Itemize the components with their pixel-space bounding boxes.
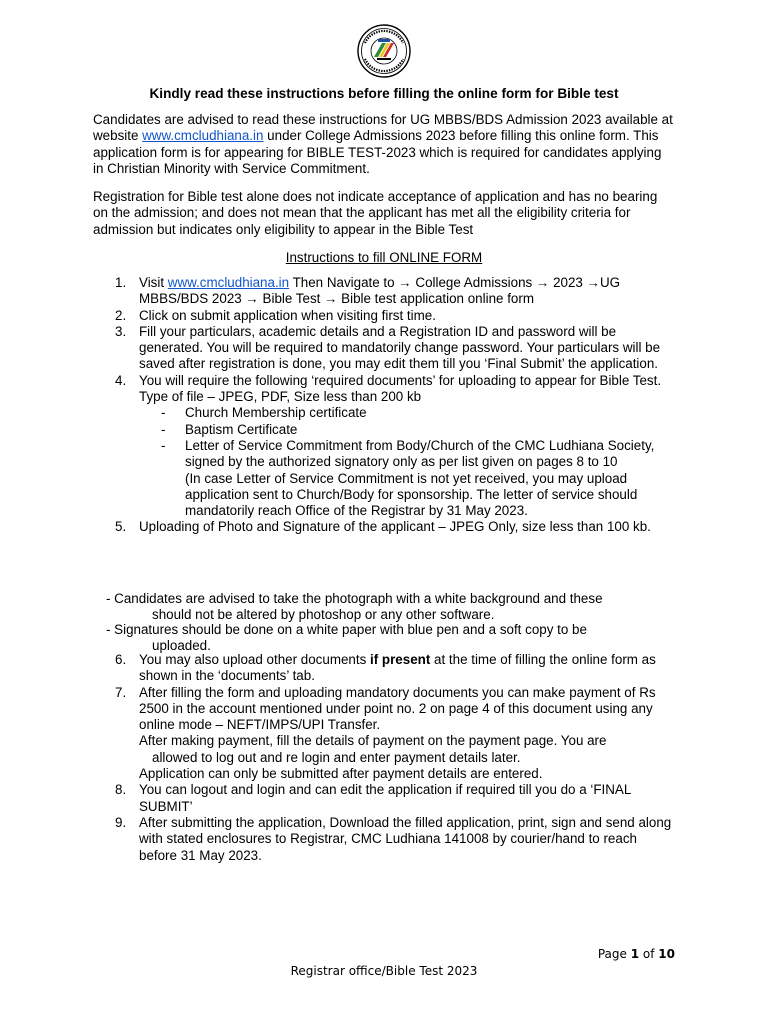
note-line: [106, 622, 681, 655]
step-text: You may also upload other documents: [139, 652, 371, 667]
list-item: [93, 308, 678, 324]
college-seal-logo: [356, 23, 412, 79]
total-pages: 10: [658, 947, 675, 961]
note-text-continued: uploaded.: [152, 638, 211, 654]
intro-text-continued: under College Admissions 2023 before filling this online form. This application form is for appearing for BIBLE TEST-2023 which is required for candidates applying in Christian Minority with Service Commitment.: [93, 128, 662, 176]
document-label: Baptism Certificate: [185, 421, 298, 437]
signature-note: [106, 622, 681, 655]
document-item: [139, 438, 678, 519]
step-text: Uploading of Photo and Signature of the applicant – JPEG Only, size less than 100 kb.: [139, 519, 651, 535]
note-text-continued: should not be altered by photoshop or any other software.: [152, 607, 495, 623]
note-line: [106, 591, 681, 624]
page-number: [598, 946, 675, 962]
note-text: - Candidates are advised to take the photograph with a white background and these: [106, 591, 603, 606]
item-number: 8.: [115, 782, 127, 798]
page-label: Page: [597, 947, 631, 961]
photo-note: [106, 591, 681, 624]
step-text: Visit: [139, 275, 168, 290]
item-number: 7.: [115, 684, 127, 700]
instructions-heading: Instructions to fill ONLINE FORM: [285, 250, 483, 265]
list-item: [93, 685, 678, 783]
intro-paragraph: [93, 112, 673, 177]
step-text: You can logout and login and can edit the application if required till you do a ‘FINAL SUBMIT’: [139, 782, 631, 814]
service-letter-note: (In case Letter of Service Commitment is not yet received, you may upload application sent to Church/Body for sponsorship. The letter of service should mandatorily reach Office of the Registrar by 31 May 2023.: [185, 470, 638, 519]
item-number: 4.: [115, 372, 127, 388]
website-link-step[interactable]: www.cmcludhiana.in: [167, 275, 290, 290]
item-number: 6.: [115, 652, 127, 667]
emphasis-text: if present: [370, 652, 431, 667]
step-text: After filling the form and uploading mandatory documents you can make payment of Rs 2500 in the account mentioned under point no. 2 on page 4 of this document using any online mode – NEFT/IMPS/UPI Transfer.: [139, 684, 656, 733]
required-documents-list: [139, 405, 678, 519]
list-item: [93, 519, 678, 535]
document-item: [139, 422, 678, 438]
document-label: Letter of Service Commitment from Body/Church of the CMC Ludhiana Society, signed by the authorized signatory only as per list given on pages 8 to 10: [185, 437, 655, 470]
step-text: After submitting the application, Download the filled application, print, sign and send along with stated enclosures to Registrar, CMC Ludhiana 141008 by courier/hand to reach before 31 May 2023.: [139, 814, 672, 863]
instructions-list: [93, 275, 678, 536]
list-item: [93, 815, 678, 864]
page-of: of: [639, 947, 659, 961]
instructions-list-continued: [93, 652, 678, 864]
list-item: [93, 373, 678, 520]
item-number: 1.: [115, 275, 127, 290]
intro-text: Candidates are advised to read these instructions for UG MBBS/BDS Admission 2023 available at website: [93, 112, 673, 144]
item-number: 9.: [115, 814, 127, 830]
list-item: [93, 782, 678, 815]
step-text-continued: Then Navigate to → College Admissions → 2023 →UG MBBS/BDS 2023 → Bible Test → Bible test application online form: [139, 275, 621, 307]
dash-bullet: -: [161, 421, 166, 437]
payment-instruction: After making payment, fill the details of payment on the payment page. You are: [139, 733, 607, 749]
document-item: [139, 405, 678, 421]
page-title: Kindly read these instructions before filling the online form for Bible test: [149, 86, 619, 101]
dash-bullet: -: [161, 437, 166, 453]
payment-requirement: Application can only be submitted after payment details are entered.: [139, 766, 543, 782]
registration-disclaimer: Registration for Bible test alone does not indicate acceptance of application and has no bearing on the admission; and does not mean that the applicant has met all the eligibility criteria for admission but indicates only eligibility to appear in the Bible Test: [93, 189, 658, 237]
item-number: 5.: [115, 519, 127, 535]
list-item: [93, 652, 678, 685]
item-number: 3.: [115, 323, 127, 339]
current-page: 1: [630, 947, 640, 961]
item-number: 2.: [115, 307, 127, 323]
list-item: [93, 275, 678, 308]
dash-bullet: -: [161, 405, 166, 421]
list-item: [93, 324, 678, 373]
payment-instruction-continued: allowed to log out and re login and enter payment details later.: [152, 749, 521, 765]
note-text: - Signatures should be done on a white paper with blue pen and a soft copy to be: [106, 622, 587, 637]
step-text: Click on submit application when visiting first time.: [139, 307, 436, 323]
step-text: You will require the following ‘required documents’ for uploading to appear for Bible Test. Type of file – JPEG, PDF, Size less than 200 kb: [139, 372, 662, 405]
step-text: Fill your particulars, academic details and a Registration ID and password will be generated. You will be required to mandatorily change password. Your particulars will be saved after registration is done, you may edit them till you ‘Final Submit’ the application.: [139, 323, 661, 372]
step-text-continued: at the time of filling the online form as shown in the ‘documents’ tab.: [139, 652, 656, 684]
footer-office-note: Registrar office/Bible Test 2023: [290, 964, 478, 978]
document-label: Church Membership certificate: [185, 405, 367, 421]
website-link[interactable]: www.cmcludhiana.in: [142, 128, 264, 144]
